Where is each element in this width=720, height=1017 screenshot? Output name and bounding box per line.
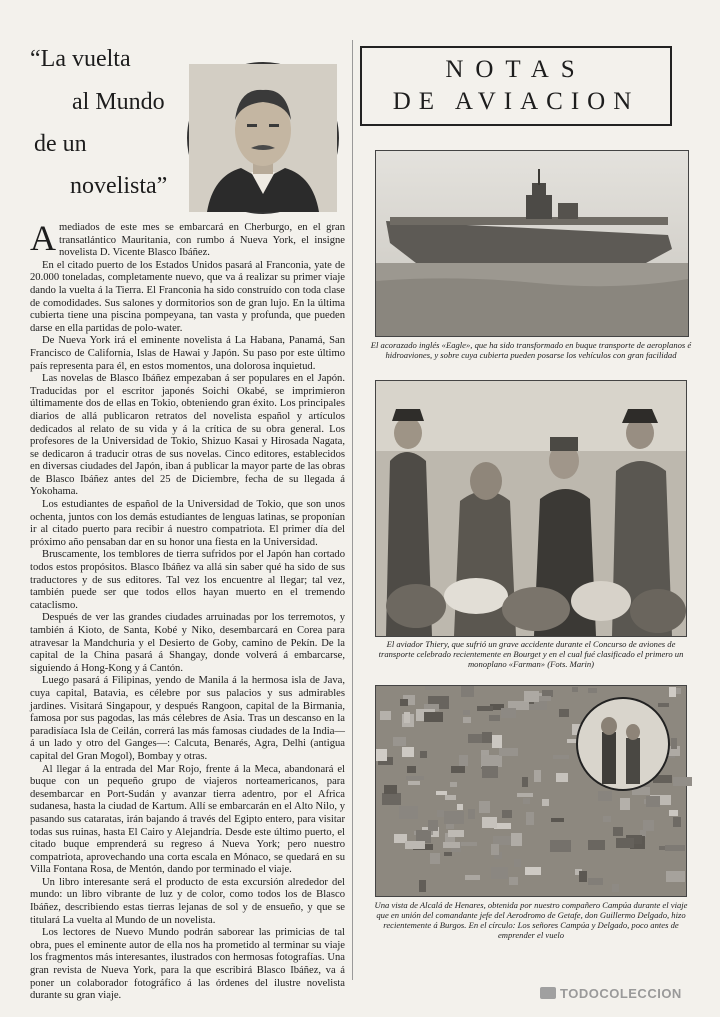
photo-aerial-view	[375, 685, 687, 897]
article-paragraph: Bruscamente, los temblores de tierra sufridos por el Japón han cortado todos estos propósitos. Blasco Ibáñez va allá sin saber qué ha sido de sus traductores y de sus editores. Tal vez los encuentre al llegar; tal vez, también puede ser que todos ellos hayan muerto en el tremendo cataclismo.	[30, 549, 345, 611]
watermark-logo-icon	[540, 987, 556, 999]
article-title-line-4: novelista”	[70, 173, 168, 199]
article-paragraph: Amediados de este mes se embarcará en Cherburgo, en el gran transatlántico Mauritania, con rumbo á Nueva York, el insigne novelista D. Vicente Blasco Ibáñez.	[30, 218, 345, 259]
photo-aviators-group	[375, 380, 687, 637]
article-paragraph: En el citado puerto de los Estados Unidos pasará al Franconia, yate de 20.000 toneladas, completamente nuevo, que va á realizar su primer viaje dando la vuelta á la Tierra. El Franconia ha sido construído con toda clase de comodidades. Sus salones y dormitorios son de gran lujo. En la última cubierta tiene una piscina pompeyana, tan vasta y profunda, que pueden darse en ella partidas de polo-water.	[30, 259, 345, 334]
photo-caption-1: El acorazado inglés «Eagle», que ha sido transformado en buque transporte de aeroplanos é hidroaviones, y sobre cuya cubierta pueden posarse los vehículos con gran facilidad	[370, 340, 692, 360]
article-paragraph: Luego pasará á Filipinas, yendo de Manila á la hermosa isla de Java, cuya capital, Batavia, es célebre por sus palacios y sus admirables jardines. Visitará Singapour, y después Rangoon, capital de la Birmania, famosa por sus pagodas, las más célebres de Asia. Tras un descanso en la paradisíaca Isla de Ceilán, correrá las más famosas ciudades de la India—á un lado y otro del Ganges—: Calcuta, Benarés, Agra, Delhi (antigua capital del Gran Mogol), Bombay y otras.	[30, 675, 345, 762]
drop-cap: A	[30, 218, 56, 258]
column-divider	[352, 40, 353, 980]
article-paragraph: Los lectores de Nuevo Mundo podrán saborear las primicias de tal obra, pues el eminente autor de ella nos ha prometido al terminar su viaje los fragmentos más interesantes, ilustrados con hermosas fotografías. Una gran revista de Nueva York, para la que escribirá Blasco Ibáñez, va á poner un colaborador fotográfico á las órdenes del ilustre novelista durante su gran viaje.	[30, 927, 345, 1002]
article-paragraph: Después de ver las grandes ciudades arruinadas por los terremotos, y también á Kioto, de Santa, Kobé y Niko, desembarcará en Corea para atravesar la Mandchuria y el Desierto de Goby, camino de Pekín. De la capital de la China pasará á Shangay, donde volverá á embarcarse, siguiendo á Hong-Kong y á Cantón.	[30, 612, 345, 674]
section-title-line-1: NOTAS	[445, 56, 587, 83]
article-paragraph: Los estudiantes de español de la Universidad de Tokio, que son unos ochenta, juntos con los demás estudiantes de lenguas latinas, se proponían ir al citado puerto para recibir á nuestro compatriota. El primer día del próximo año pensaban dar en su honor una fiesta en la Universidad.	[30, 499, 345, 548]
article-paragraph: De Nueva York irá el eminente novelista á La Habana, Panamá, San Francisco de California, Islas de Hawai y Japón. Su paso por este último país representa para él, en estos momentos, una dolorosa inquietud.	[30, 335, 345, 372]
article-body	[30, 218, 345, 1002]
article-title-line-1: “La vuelta	[30, 46, 131, 72]
section-header-box	[360, 46, 672, 126]
article-paragraph: Al llegar á la entrada del Mar Rojo, frente á la Meca, abandonará el buque con un pequeño grupo de viajeros norteamericanos, para desembarcar en Port-Sudán y avanzar tierra adentro, por el Africa sudanesa, hasta la ciudad de Kartum. Allí se embarcarán en el Alto Nilo, y pasando sus cataratas, irán bajando á través del Egipto entero, para visitar todas sus ruinas, hasta El Cairo y Alejandría. Desde este último puerto, el citado buque emprenderá su regreso á Nueva York; pero nuestro compatriota, aprovechando una corta escala en Mónaco, se quedará en su Villa Fontana Rosa, de Mentón, dando por terminado el viaje.	[30, 763, 345, 876]
author-portrait	[187, 62, 339, 214]
article-paragraph: Las novelas de Blasco Ibáñez empezaban á ser populares en el Japón. Traducidas por el escritor japonés Soichi Okabé, se imprimieron últimamente dos de ellas en Tokio, obteniendo gran éxito. Los principales diarios de allá publicaron retratos del novelista español y artículos dedicados al relato de su vida y á la crítica de su obra general. Los profesores de la Universidad de Tokio, Shizuo Kasai y Hirosada Nagata, se dedicaron á traducir otras de sus novelas. Cinco editores, establecidos en diversas ciudades del Japón, iban á publicar la mayor parte de las obras de Blasco Ibáñez antes del 25 de Diciembre, fecha de su llegada á Yokohama.	[30, 373, 345, 498]
article-title-line-3: de un	[34, 131, 87, 157]
photo-caption-2: El aviador Thiery, que sufrió un grave accidente durante el Concurso de aviones de transporte celebrado recientemente en Bourget y en el cual fué clasificado el primero un monoplano «Farman» (Fots. Marin)	[378, 639, 684, 669]
section-title-line-2: DE AVIACION	[392, 88, 640, 115]
photo-aircraft-carrier	[375, 150, 689, 337]
watermark: TODOCOLECCION	[540, 986, 682, 1001]
photo-caption-3: Una vista de Alcalá de Henares, obtenida por nuestro compañero Campúa durante el viaje que en unión del comandante jefe del Aerodromo de Getafe, don Guillermo Delgado, hizo recientemente á Burgos. En el círculo: Los señores Campúa y Delgado, poco antes de emprender el vuelo	[374, 900, 688, 940]
article-title-line-2: al Mundo	[72, 89, 165, 115]
article-paragraph: Un libro interesante será el producto de esta excursión alrededor del mundo: un libro vibrante de luz y de color, como todos los de Blasco Ibáñez, describiendo estas tierras lejanas de sol y de ensueño, y que se titulará La vuelta al Mundo de un novelista.	[30, 876, 345, 926]
